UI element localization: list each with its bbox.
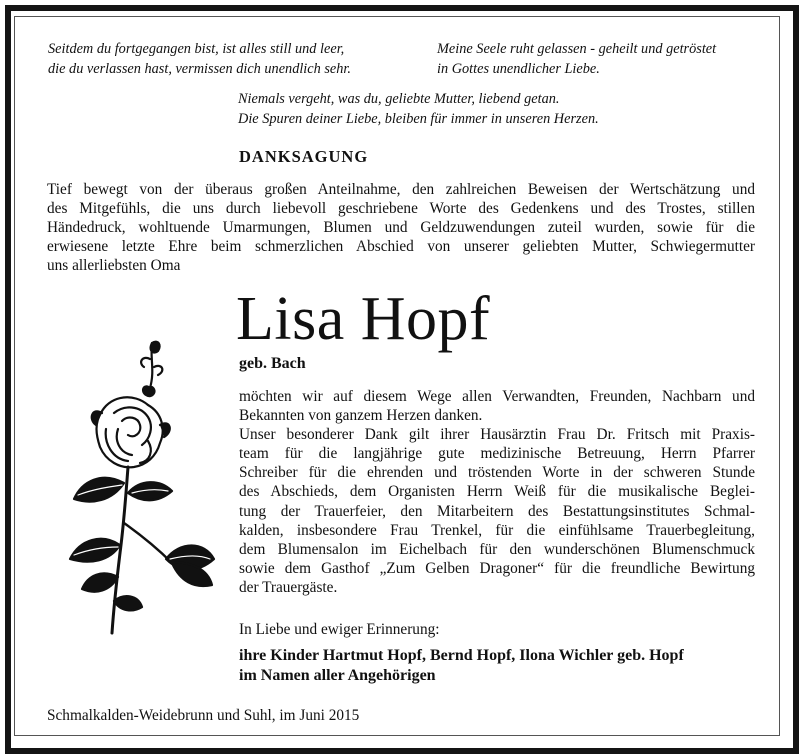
thanks-line: dem Blumensalon im Eichelbach für den wunderschönen Blumenschmuck	[239, 540, 755, 558]
verse-right-line: in Gottes unendlicher Liebe.	[437, 61, 600, 77]
verse-right-line: Meine Seele ruht gelassen - geheilt und getröstet	[437, 41, 717, 57]
thanks-line: kalden, insbesondere Frau Trenkel, für die einfühlsame Trauerbegleitung,	[239, 521, 755, 539]
heading-danksagung: DANKSAGUNG	[239, 147, 369, 166]
thanks-line: Bekannten von ganzem Herzen danken.	[239, 407, 483, 425]
signature-line: ihre Kinder Hartmut Hopf, Bernd Hopf, Ilona Wichler geb. Hopf	[239, 647, 684, 664]
intro-line: erwiesene letzte Ehre beim schmerzlichen Abschied von unserer geliebten Mutter, Schwiegermutter	[47, 238, 755, 256]
intro-line: uns allerliebsten Oma	[47, 257, 181, 275]
verse-right	[437, 39, 716, 79]
closing-line: In Liebe und ewiger Erinnerung:	[239, 621, 440, 638]
intro-line: Tief bewegt von der überaus großen Anteilnahme, den zahlreichen Beweisen der Wertschätzung und	[47, 181, 755, 198]
thanks-line: der Trauergäste.	[239, 578, 338, 596]
verse-left-line: die du verlassen hast, vermissen dich unendlich sehr.	[48, 61, 351, 77]
thanks-line: Schreiber für die ehrenden und tröstenden Worte in der schweren Stunde	[239, 464, 755, 482]
verse-left-line: Seitdem du fortgegangen bist, ist alles still und leer,	[48, 41, 345, 57]
thanks-line: Unser besonderer Dank gilt ihrer Hausärztin Frau Dr. Fritsch mit Praxis-	[239, 426, 755, 444]
intro-paragraph	[47, 180, 755, 275]
verse-left	[48, 39, 351, 79]
thanks-line: möchten wir auf diesem Wege allen Verwandten, Freunden, Nachbarn und	[239, 388, 755, 405]
thanks-paragraph	[239, 387, 755, 597]
thanks-line: team für die langjährige gute medizinische Betreuung, Herrn Pfarrer	[239, 445, 755, 463]
signature-line: im Namen aller Angehörigen	[239, 667, 436, 684]
place-date: Schmalkalden-Weidebrunn und Suhl, im Juni 2015	[47, 707, 360, 724]
thanks-line: des Abschieds, dem Organisten Herrn Weiß für die musikalische Beglei-	[239, 483, 755, 501]
intro-line: Händedruck, wohltuende Umarmungen, Blumen und Geldzuwendungen zuteil wurden, sowie für die	[47, 219, 755, 237]
thanks-line: sowie dem Gasthof „Zum Gelben Dragoner“ für die freundliche Bewirtung	[239, 559, 755, 577]
deceased-birth-name: geb. Bach	[239, 355, 306, 372]
signatures	[239, 646, 684, 686]
intro-line: des Mitgefühls, die uns durch liebevoll geschriebene Worte des Gedenkens und des Trostes, stillen	[47, 200, 755, 218]
verse-center	[238, 89, 599, 129]
verse-center-line: Niemals vergeht, was du, geliebte Mutter, liebend getan.	[238, 91, 560, 107]
verse-center-line: Die Spuren deiner Liebe, bleiben für immer in unseren Herzen.	[238, 111, 599, 127]
deceased-name: Lisa Hopf	[236, 285, 491, 353]
thanks-line: tung der Trauerfeier, den Mitarbeitern des Bestattungsinstitutes Schmal-	[239, 502, 755, 520]
rose-icon	[62, 333, 222, 645]
